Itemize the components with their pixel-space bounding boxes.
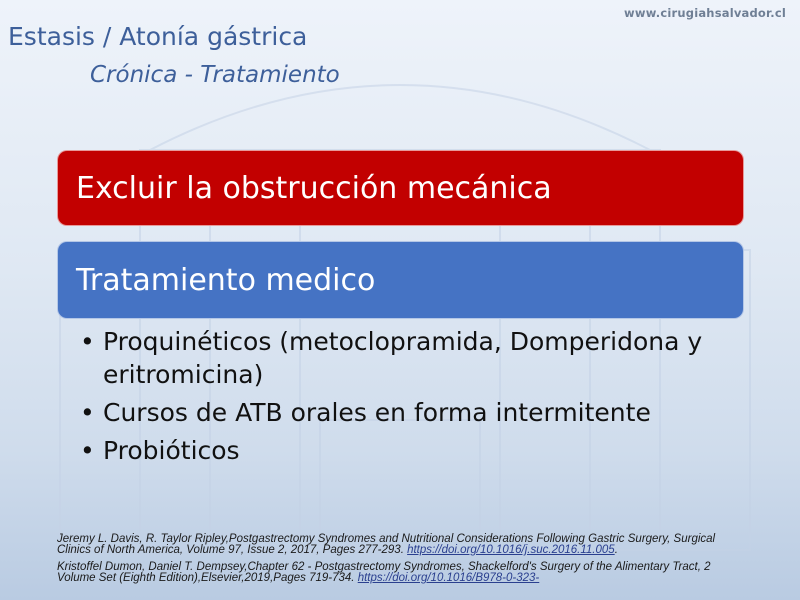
reference-tail: . <box>614 544 618 556</box>
bullet-icon: • <box>80 436 95 465</box>
exclude-obstruction-box: Excluir la obstrucción mecánica <box>57 150 744 226</box>
reference-item <box>57 562 747 584</box>
reference-doi-link[interactable]: https://doi.org/10.1016/B978-0-323- <box>357 572 540 584</box>
list-item <box>78 434 778 467</box>
reference-text: Kristoffel Dumon, Daniel T. Dempsey,Chapter 62 - Postgastrectomy Syndromes, Shackelford's Surgery of the Alimentary Tract, 2 Volume Set (Eighth Edition),Elsevier,2019,Pages 719-734. <box>57 561 711 584</box>
slide-title: Estasis / Atonía gástrica <box>8 22 308 51</box>
reference-doi-link[interactable]: https://doi.org/10.1016/j.suc.2016.11.005 <box>407 544 615 556</box>
reference-item <box>57 534 747 556</box>
medical-treatment-box: Tratamiento medico <box>57 241 744 319</box>
bullet-text: Cursos de ATB orales en forma intermitente <box>103 398 651 427</box>
reference-text: Jeremy L. Davis, R. Taylor Ripley,Postgastrectomy Syndromes and Nutritional Considerations Following Gastric Surgery, Surgical Clinics of North America, Volume 97, Issue 2, 2017, Pages 277-293. <box>57 533 716 556</box>
bullet-text: Probióticos <box>103 436 240 465</box>
list-item <box>78 396 778 429</box>
bullet-icon: • <box>80 398 95 427</box>
bullet-text: Proquinéticos (metoclopramida, Domperidona y eritromicina) <box>103 327 703 389</box>
treatment-bullet-list <box>78 325 778 472</box>
bullet-icon: • <box>80 327 95 356</box>
list-item <box>78 325 778 391</box>
site-url[interactable]: www.cirugiahsalvador.cl <box>624 6 786 20</box>
references <box>57 534 747 590</box>
slide-subtitle: Crónica - Tratamiento <box>90 62 340 88</box>
